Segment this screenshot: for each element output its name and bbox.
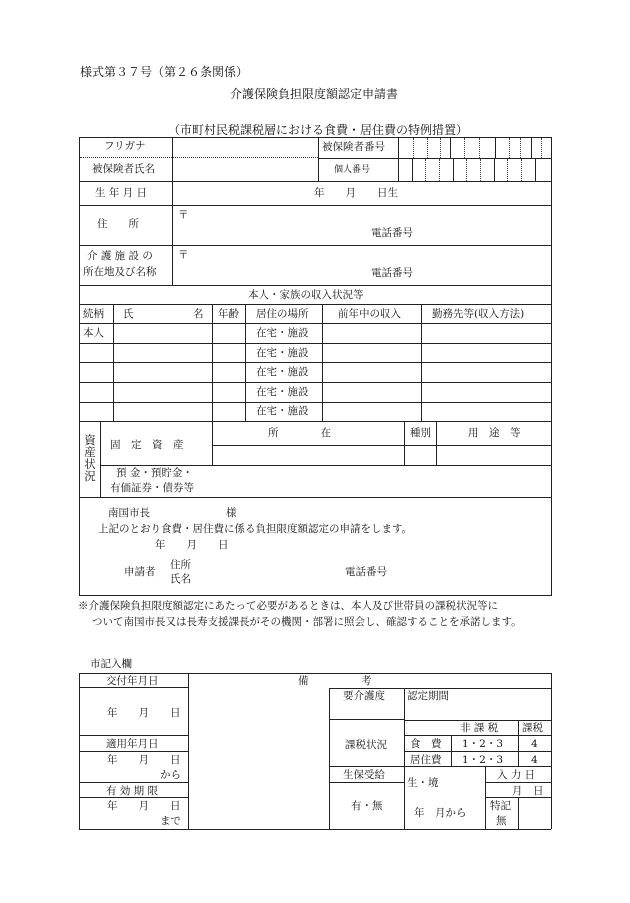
applicant-address-label: 住所: [170, 559, 191, 571]
issue-date-label: 交付年月日: [106, 675, 159, 687]
facility-postal-mark: 〒: [178, 249, 189, 261]
usage-header: 用 途 等: [468, 427, 521, 439]
validity-until: まで: [160, 815, 181, 827]
applied-date-value: 年 月 日: [107, 754, 181, 766]
col-surname: 氏: [123, 308, 134, 320]
document-title: 介護保険負担限度額認定申請書: [230, 87, 399, 101]
special-none: 無: [496, 815, 507, 827]
facility-phone-label: 電話番号: [371, 267, 413, 279]
insured-name-label: 被保険者氏名: [92, 163, 155, 175]
form-number: 様式第３７号（第２６条関係）: [80, 65, 249, 79]
non-taxable-header: 非 課 税: [460, 722, 499, 734]
consent-line-1: ※介護保険負担限度額認定にあたって必要があるときは、本人及び世帯員の課税状況等に: [78, 600, 498, 612]
input-date-label: 入 力 日: [497, 769, 536, 781]
validity-label: 有 効 期 限: [106, 785, 159, 797]
taxable-header: 課税: [522, 722, 543, 734]
food-label: 食 費: [410, 738, 442, 750]
residence-row-5: 在宅・施設: [256, 405, 309, 417]
individual-number-label: 個人番号: [334, 165, 371, 175]
birth-date-value: 年 月 日生: [314, 187, 398, 199]
consent-line-2: ついて南国市長又は長寿支援課長がその機関・部署に照会し、確認することを承諾します。: [92, 616, 522, 628]
kind-header: 種別: [410, 427, 431, 439]
deposits-label-2: 有価証券・債券等: [110, 482, 194, 494]
mayor-label: 南国市長: [108, 507, 150, 519]
boundary-label: 生・境: [407, 777, 439, 789]
month-from-label: 年 月から: [414, 807, 467, 819]
birth-date-label: 生 年 月 日: [95, 187, 148, 199]
furigana-label: フリガナ: [104, 140, 146, 152]
applicant-phone-label: 電話番号: [345, 566, 387, 578]
assets-vertical-label: 資 産 状 況: [84, 433, 96, 483]
welfare-label: 生保受給: [343, 769, 385, 781]
residence-tiers: 1・2・3: [462, 754, 504, 766]
phone-label: 電話番号: [371, 227, 413, 239]
issue-date-value: 年 月 日: [107, 707, 181, 719]
postal-mark: 〒: [178, 209, 189, 221]
welfare-yes-no: 有・無: [351, 800, 383, 812]
office-heading: 市記入欄: [90, 658, 132, 670]
residence-row-3: 在宅・施設: [256, 366, 309, 378]
tax-status-label: 課税状況: [345, 739, 387, 751]
col-employer: 勤務先等(収入方法): [432, 308, 525, 320]
location-header: 所 在: [268, 427, 331, 439]
col-prev-income: 前年中の収入: [338, 308, 401, 320]
special-label: 特記: [490, 800, 511, 812]
food-tiers: 1・2・3: [462, 738, 504, 750]
facility-label-2: 所在地及び名称: [83, 266, 157, 278]
residence-cost-label: 居住費: [410, 754, 442, 766]
remarks-header: 備 考: [298, 675, 372, 687]
applied-date-label: 適用年月日: [106, 738, 159, 750]
applicant-label: 申請者: [124, 566, 156, 578]
facility-label-1: 介 護 施 設 の: [87, 250, 153, 262]
income-section-title: 本人・家族の収入状況等: [248, 289, 364, 301]
col-age: 年齢: [218, 308, 239, 320]
honorific: 様: [226, 507, 237, 519]
residence-taxed-tier: 4: [531, 754, 538, 766]
declaration-date: 年 月 日: [155, 539, 229, 551]
validity-date-value: 年 月 日: [107, 800, 181, 812]
declaration-statement: 上記のとおり食費・居住費に係る負担限度額認定の申請をします。: [98, 523, 413, 535]
deposits-label-1: 預 金・預貯金・: [116, 467, 193, 479]
food-taxed-tier: 4: [531, 738, 538, 750]
col-relation: 続柄: [83, 308, 104, 320]
applied-from: から: [160, 769, 181, 781]
col-given-name: 名: [193, 308, 204, 320]
insured-number-label: 被保険者番号: [322, 141, 385, 153]
cert-period-label: 認定期間: [407, 690, 449, 702]
relation-self: 本人: [83, 327, 104, 339]
document-subtitle: （市町村民税課税層における食費・居住費の特例措置）: [168, 123, 469, 137]
residence-row-1: 在宅・施設: [256, 327, 309, 339]
input-date-value: 月 日: [512, 785, 544, 797]
col-residence: 居住の場所: [256, 308, 309, 320]
residence-row-4: 在宅・施設: [256, 386, 309, 398]
fixed-assets-label: 固 定 資 産: [110, 439, 184, 451]
care-level-label: 要介護度: [343, 690, 385, 702]
address-label: 住 所: [97, 218, 139, 230]
residence-row-2: 在宅・施設: [256, 347, 309, 359]
applicant-name-label: 氏名: [170, 573, 191, 585]
